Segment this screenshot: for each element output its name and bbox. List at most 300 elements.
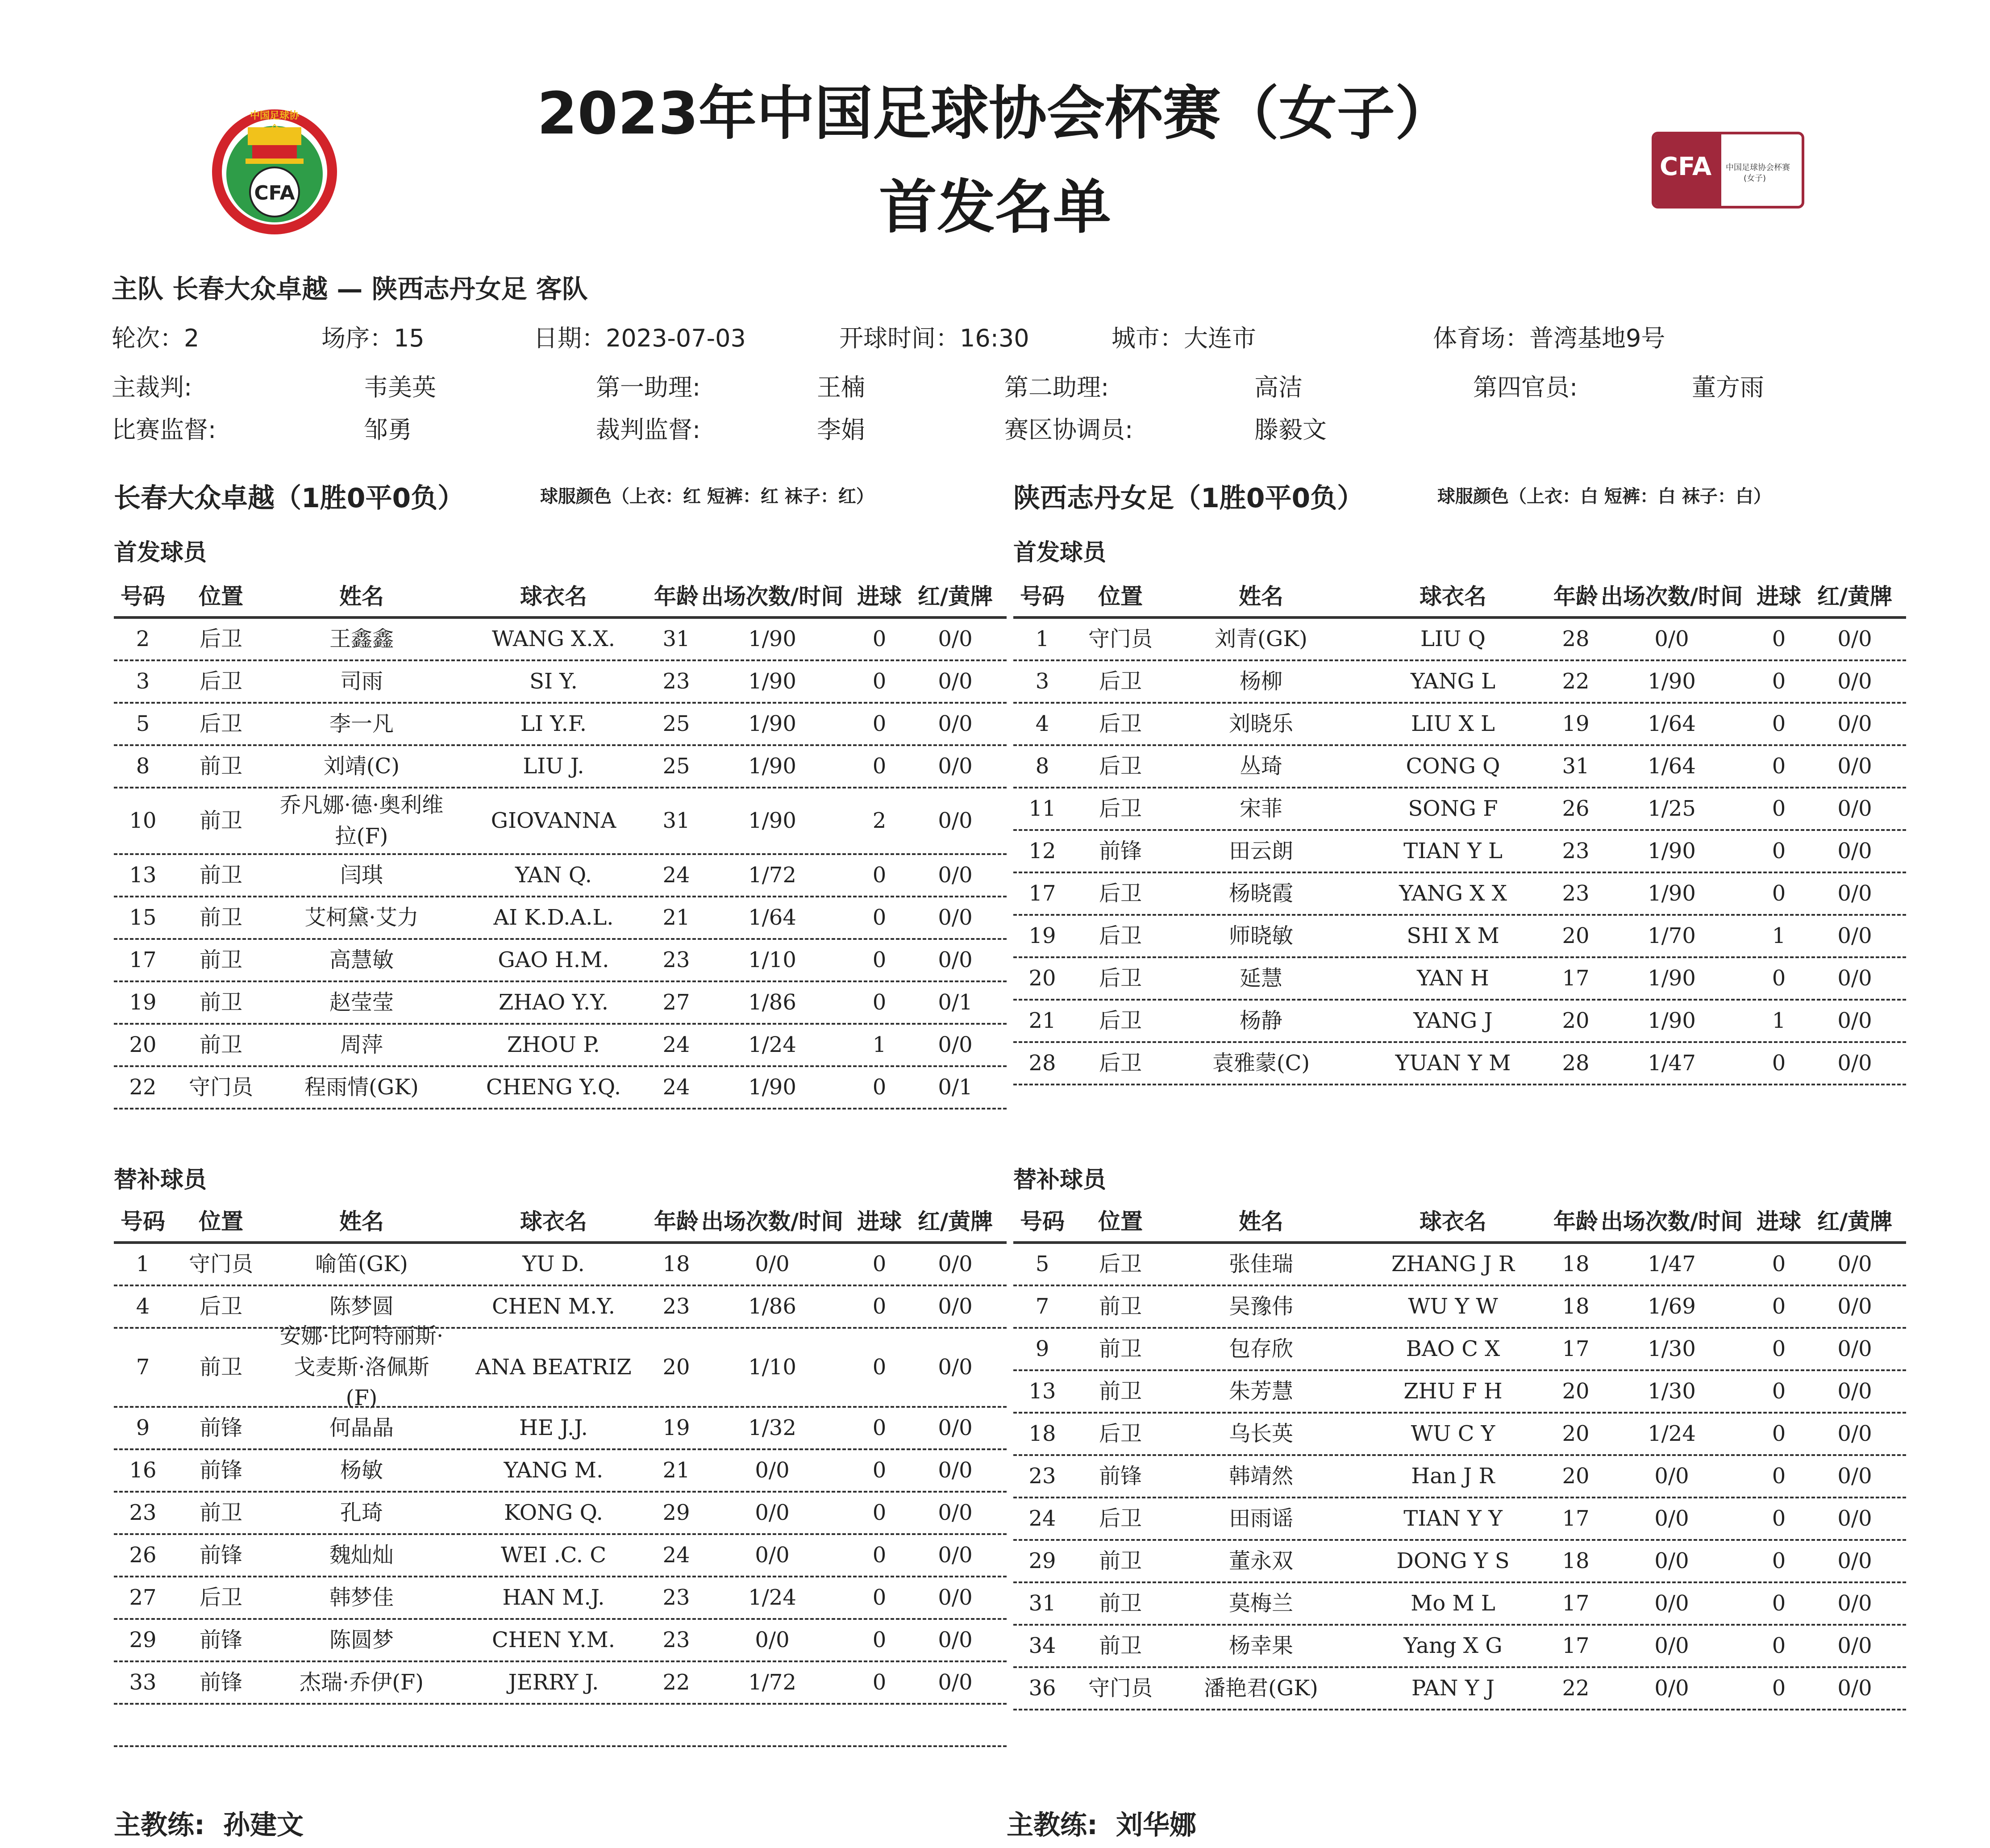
table-cell: 1/47: [1648, 1050, 1696, 1076]
official-name: 王楠: [817, 373, 865, 401]
table-cell: YANG M.: [504, 1457, 604, 1483]
table-cell: 23: [662, 1585, 690, 1610]
table-row: [1013, 1456, 1906, 1498]
table-cell: 22: [129, 1074, 157, 1100]
table-cell: 后卫: [1099, 1008, 1142, 1033]
table-row: [114, 1493, 1007, 1535]
table-cell: 0: [1772, 711, 1786, 736]
table-cell: 前锋: [1099, 1463, 1142, 1489]
table-row: [114, 897, 1007, 940]
cup-badge-logo: [1652, 132, 1804, 209]
table-cell: 0/0: [938, 1354, 973, 1380]
table-cell: 吴豫伟: [1228, 1293, 1293, 1319]
table-cell: 5: [1035, 1251, 1049, 1276]
official-role: 第一助理:: [596, 373, 701, 401]
table-cell: 杨敏: [340, 1457, 383, 1483]
table-cell: 前卫: [199, 947, 242, 972]
table-cell: 0/0: [938, 711, 973, 736]
match-teams-line: 主队 长春大众卓越 — 陕西志丹女足 客队: [112, 274, 588, 304]
table-cell: 17: [129, 947, 157, 972]
table-cell: 1/70: [1648, 923, 1696, 948]
stadium-info: 体育场：普湾基地9号: [1433, 324, 1665, 352]
table-cell: 朱芳慧: [1228, 1378, 1293, 1404]
table-cell: 师晓敏: [1228, 923, 1293, 948]
column-header: 出场次数/时间: [1600, 583, 1743, 609]
home-coach-name: 孙建文: [223, 1810, 304, 1841]
table-cell: 0: [872, 753, 887, 779]
table-cell: 前卫: [1099, 1548, 1142, 1573]
column-header: 球衣名: [1420, 583, 1486, 609]
column-header: 号码: [1020, 583, 1065, 609]
table-cell: 0/0: [938, 1293, 973, 1319]
table-cell: 0/0: [755, 1251, 790, 1276]
table-cell: 0/0: [938, 1500, 973, 1525]
table-cell: 后卫: [1099, 668, 1142, 694]
cfa-logo-ring-text: 中国足球协会: [250, 110, 299, 135]
table-cell: 0: [872, 1627, 887, 1652]
table-cell: 乔凡娜·德·奥利维拉(F): [279, 792, 444, 849]
table-cell: 24: [662, 1032, 690, 1057]
table-cell: 0/0: [1837, 1548, 1872, 1573]
table-cell: 16: [129, 1457, 157, 1483]
table-cell: 1/90: [748, 808, 796, 833]
table-cell: 前卫: [1099, 1590, 1142, 1616]
table-cell: 0: [872, 1293, 887, 1319]
table-cell: ZHOU P.: [507, 1032, 600, 1057]
table-cell: 魏灿灿: [329, 1542, 394, 1568]
table-header-row: [114, 1201, 1007, 1244]
table-row: [1013, 1371, 1906, 1414]
table-cell: YAN Q.: [515, 862, 592, 888]
table-cell: 18: [1562, 1548, 1590, 1573]
column-header: 姓名: [339, 583, 384, 609]
home-subs-table: [114, 1201, 1007, 1747]
table-cell: 周萍: [340, 1032, 383, 1057]
table-cell: 0/0: [1654, 1675, 1689, 1701]
official-role: 第二助理:: [1004, 373, 1109, 401]
table-cell: 1/32: [748, 1415, 796, 1440]
table-cell: 9: [136, 1415, 150, 1440]
table-cell: 4: [1035, 711, 1049, 736]
table-cell: 杰瑞·乔伊(F): [299, 1669, 424, 1695]
table-cell: 20: [1028, 965, 1056, 991]
table-cell: 0/0: [938, 1627, 973, 1652]
table-cell: 0: [1772, 1050, 1786, 1076]
table-cell: 19: [129, 989, 157, 1015]
table-row: [1013, 661, 1906, 704]
table-cell: 29: [662, 1500, 690, 1525]
table-cell: 18: [1028, 1421, 1056, 1446]
city-info: 城市：大连市: [1112, 324, 1256, 352]
empty-table-row: [114, 1705, 1007, 1747]
table-cell: 1/90: [748, 711, 796, 736]
table-cell: 1/90: [748, 753, 796, 779]
table-cell: Mo M L: [1411, 1590, 1495, 1616]
table-cell: 喻笛(GK): [315, 1251, 408, 1276]
table-cell: 1: [872, 1032, 887, 1057]
table-cell: 0: [872, 1585, 887, 1610]
table-cell: 0: [1772, 626, 1786, 651]
column-header: 球衣名: [520, 583, 587, 609]
table-cell: 0/0: [938, 905, 973, 930]
table-cell: 26: [129, 1542, 157, 1568]
table-cell: 21: [1028, 1008, 1056, 1033]
table-cell: 后卫: [1099, 1506, 1142, 1531]
table-cell: 李一凡: [329, 711, 394, 736]
table-row: [1013, 1043, 1906, 1085]
table-cell: 0/0: [1837, 1293, 1872, 1319]
table-cell: 1/90: [748, 668, 796, 694]
table-cell: 28: [1562, 1050, 1590, 1076]
table-cell: 陈圆梦: [329, 1627, 394, 1652]
table-row: [114, 1286, 1007, 1329]
table-cell: 高慧敏: [329, 947, 394, 972]
table-cell: 艾柯黛·艾力: [304, 905, 419, 930]
table-cell: 前锋: [199, 1669, 242, 1695]
table-cell: 莫梅兰: [1228, 1590, 1293, 1616]
match-no-info: 场序：15: [321, 324, 425, 352]
table-cell: 1/24: [1648, 1421, 1696, 1446]
table-cell: 24: [662, 1074, 690, 1100]
table-row: [114, 1450, 1007, 1493]
table-cell: 闫琪: [340, 862, 383, 888]
table-cell: 后卫: [1099, 880, 1142, 906]
table-cell: 20: [1562, 1463, 1590, 1489]
table-cell: 25: [662, 711, 690, 736]
table-row: [114, 1025, 1007, 1067]
table-cell: 23: [662, 668, 690, 694]
table-row: [1013, 916, 1906, 958]
table-cell: 安娜·比阿特丽斯·戈麦斯·洛佩斯(F): [279, 1323, 444, 1411]
table-cell: 前卫: [1099, 1633, 1142, 1658]
table-cell: 21: [662, 905, 690, 930]
table-cell: 12: [1028, 838, 1056, 864]
table-row: [114, 1408, 1007, 1450]
table-cell: 34: [1028, 1633, 1056, 1658]
table-cell: 前锋: [199, 1415, 242, 1440]
table-cell: 后卫: [1099, 796, 1142, 821]
column-header: 红/黄牌: [1817, 583, 1893, 609]
column-header: 红/黄牌: [917, 583, 993, 609]
table-cell: 7: [1035, 1293, 1049, 1319]
table-cell: 22: [1562, 668, 1590, 694]
table-cell: 2: [136, 626, 150, 651]
table-cell: 延慧: [1239, 965, 1282, 991]
table-cell: 0: [1772, 1378, 1786, 1404]
table-cell: 18: [662, 1251, 690, 1276]
table-cell: 0: [872, 1354, 887, 1380]
table-cell: 0/0: [1837, 1675, 1872, 1701]
table-row: [1013, 1583, 1906, 1626]
table-cell: 1/90: [748, 626, 796, 651]
table-cell: 19: [1562, 711, 1590, 736]
table-cell: 后卫: [1099, 711, 1142, 736]
table-cell: 0/0: [1837, 880, 1872, 906]
table-row: [1013, 788, 1906, 831]
table-cell: 前锋: [199, 1457, 242, 1483]
table-cell: JERRY J.: [508, 1669, 599, 1695]
column-header: 红/黄牌: [1817, 1208, 1893, 1235]
official-role: 主裁判:: [112, 373, 192, 401]
table-row: [114, 1620, 1007, 1662]
table-cell: 2: [872, 808, 887, 833]
table-cell: 0/0: [938, 753, 973, 779]
table-cell: ANA BEATRIZ: [475, 1354, 632, 1380]
table-row: [1013, 1414, 1906, 1456]
table-cell: 程雨情(GK): [304, 1074, 419, 1100]
table-cell: YANG J: [1413, 1008, 1493, 1033]
table-cell: 0: [872, 989, 887, 1015]
table-row: [114, 940, 1007, 982]
table-cell: 0/0: [938, 1585, 973, 1610]
table-cell: 0/0: [755, 1500, 790, 1525]
table-cell: 17: [1562, 1590, 1590, 1616]
table-cell: TIAN Y L: [1403, 838, 1503, 864]
table-cell: 24: [662, 1542, 690, 1568]
table-cell: 19: [1028, 923, 1056, 948]
table-cell: 潘艳君(GK): [1204, 1675, 1318, 1701]
table-cell: 后卫: [1099, 753, 1142, 779]
table-header-row: [1013, 576, 1906, 619]
table-row: [114, 982, 1007, 1025]
table-cell: 后卫: [1099, 965, 1142, 991]
table-cell: 36: [1028, 1675, 1056, 1701]
table-cell: 前锋: [199, 1627, 242, 1652]
table-cell: 0: [872, 626, 887, 651]
table-cell: 0/0: [938, 1415, 973, 1440]
table-cell: 20: [1562, 1378, 1590, 1404]
table-cell: 24: [1028, 1506, 1056, 1531]
column-header: 年龄: [1553, 583, 1598, 609]
table-cell: ZHAO Y.Y.: [499, 989, 608, 1015]
table-cell: 1/69: [1648, 1293, 1696, 1319]
column-header: 出场次数/时间: [701, 583, 844, 609]
table-cell: 前锋: [1099, 838, 1142, 864]
table-row: [1013, 1001, 1906, 1043]
table-cell: 1/72: [748, 1669, 796, 1695]
table-cell: 后卫: [1099, 1251, 1142, 1276]
table-cell: 20: [1562, 1008, 1590, 1033]
table-cell: 4: [136, 1293, 150, 1319]
table-cell: 17: [1562, 1633, 1590, 1658]
table-cell: KONG Q.: [504, 1500, 603, 1525]
official-role: 赛区协调员:: [1004, 416, 1133, 444]
column-header: 位置: [1098, 583, 1143, 609]
date-info: 日期：2023-07-03: [533, 324, 746, 352]
table-cell: 杨幸果: [1228, 1633, 1293, 1658]
table-cell: 1/90: [1648, 880, 1696, 906]
official-role: 第四官员:: [1473, 373, 1578, 401]
table-cell: 赵莹莹: [329, 989, 394, 1015]
table-cell: 孔琦: [340, 1500, 383, 1525]
column-header: 进球: [1757, 583, 1801, 609]
table-cell: 张佳瑞: [1228, 1251, 1293, 1276]
table-cell: 22: [662, 1669, 690, 1695]
table-cell: 23: [662, 1627, 690, 1652]
table-cell: 23: [129, 1500, 157, 1525]
table-cell: 0: [1772, 880, 1786, 906]
table-cell: 1/10: [748, 947, 796, 972]
table-cell: WU Y W: [1408, 1293, 1498, 1319]
table-cell: 3: [1035, 668, 1049, 694]
away-starters-table: [1013, 576, 1906, 1085]
table-row: [114, 1535, 1007, 1577]
table-row: [114, 661, 1007, 704]
cup-badge-line1: 中国足球协会杯赛: [1726, 163, 1790, 172]
table-cell: 11: [1028, 796, 1056, 821]
table-cell: 前锋: [199, 1542, 242, 1568]
table-cell: YANG L: [1410, 668, 1496, 694]
table-cell: 1/90: [1648, 838, 1696, 864]
away-coach-name: 刘华娜: [1116, 1810, 1196, 1841]
table-cell: YUAN Y M: [1395, 1050, 1511, 1076]
official-role: 比赛监督:: [112, 416, 216, 444]
table-cell: ZHU F H: [1403, 1378, 1503, 1404]
table-cell: 1/86: [748, 989, 796, 1015]
official-role: 裁判监督:: [596, 416, 701, 444]
table-cell: 司雨: [340, 668, 383, 694]
table-cell: 前卫: [1099, 1293, 1142, 1319]
table-cell: 22: [1562, 1675, 1590, 1701]
table-cell: 刘晓乐: [1228, 711, 1293, 736]
table-cell: AI K.D.A.L.: [493, 905, 614, 930]
table-row: [1013, 958, 1906, 1001]
table-cell: 1/24: [748, 1585, 796, 1610]
table-cell: 董永双: [1228, 1548, 1293, 1573]
table-cell: SONG F: [1408, 796, 1498, 821]
table-row: [114, 704, 1007, 746]
table-row: [1013, 1626, 1906, 1668]
home-subs-label: 替补球员: [114, 1167, 207, 1193]
table-cell: Han J R: [1411, 1463, 1495, 1489]
table-cell: 0/0: [938, 1032, 973, 1057]
table-cell: 17: [1562, 1336, 1590, 1361]
table-cell: 前卫: [199, 862, 242, 888]
table-cell: 23: [1028, 1463, 1056, 1489]
table-row: [114, 1244, 1007, 1286]
table-cell: 前卫: [199, 1032, 242, 1057]
table-cell: 韩梦佳: [329, 1585, 394, 1610]
table-cell: 31: [1562, 753, 1590, 779]
table-cell: 田云朗: [1228, 838, 1293, 864]
table-cell: 5: [136, 711, 150, 736]
table-cell: 0: [1772, 796, 1786, 821]
table-cell: 1/90: [1648, 965, 1696, 991]
column-header: 年龄: [654, 583, 699, 609]
column-header: 位置: [199, 1208, 243, 1235]
table-cell: 前卫: [199, 808, 242, 833]
away-starters-label: 首发球员: [1013, 539, 1107, 566]
table-row: [1013, 619, 1906, 661]
table-row: [114, 1323, 1007, 1411]
table-cell: 后卫: [199, 1585, 242, 1610]
table-cell: 0: [1772, 1633, 1786, 1658]
table-cell: 33: [129, 1669, 157, 1695]
column-header: 姓名: [1239, 1208, 1283, 1235]
home-team-name: 长春大众卓越（1胜0平0负）: [114, 483, 465, 514]
table-cell: CHEN Y.M.: [491, 1627, 616, 1652]
cup-badge-line2: (女子): [1744, 174, 1766, 183]
column-header: 出场次数/时间: [1600, 1208, 1743, 1235]
table-row: [114, 1662, 1007, 1705]
table-cell: 1/90: [748, 1074, 796, 1100]
table-cell: 17: [1562, 1506, 1590, 1531]
table-row: [114, 788, 1007, 855]
table-cell: 1: [1035, 626, 1049, 651]
table-cell: 0/0: [938, 1669, 973, 1695]
table-cell: 0: [872, 905, 887, 930]
table-cell: 1/90: [1648, 1008, 1696, 1033]
table-cell: 0/0: [755, 1627, 790, 1652]
official-name: 滕毅文: [1254, 416, 1327, 444]
table-cell: 0/0: [1837, 1336, 1872, 1361]
table-cell: 27: [662, 989, 690, 1015]
table-cell: 0/0: [938, 862, 973, 888]
table-cell: 20: [662, 1354, 690, 1380]
official-name: 高洁: [1254, 373, 1303, 401]
table-cell: 0: [1772, 1251, 1786, 1276]
table-cell: 陈梦圆: [329, 1293, 394, 1319]
table-cell: 29: [129, 1627, 157, 1652]
table-row: [1013, 1329, 1906, 1371]
table-cell: 守门员: [1088, 1675, 1153, 1701]
table-cell: 0/1: [938, 1074, 973, 1100]
column-header: 进球: [857, 1208, 902, 1235]
table-cell: 23: [1562, 838, 1590, 864]
table-cell: 0/0: [938, 668, 973, 694]
table-cell: 前卫: [1099, 1378, 1142, 1404]
official-name: 董方雨: [1692, 373, 1764, 401]
table-cell: 0: [1772, 1548, 1786, 1573]
table-row: [1013, 1498, 1906, 1541]
table-cell: 0: [1772, 1675, 1786, 1701]
table-cell: 杨静: [1239, 1008, 1282, 1033]
column-header: 姓名: [339, 1208, 384, 1235]
table-cell: YU D.: [522, 1251, 585, 1276]
table-cell: 0: [1772, 1336, 1786, 1361]
table-cell: 0/0: [1837, 1251, 1872, 1276]
table-cell: 后卫: [1099, 1421, 1142, 1446]
table-row: [1013, 831, 1906, 873]
table-cell: 31: [662, 808, 690, 833]
table-cell: 王鑫鑫: [329, 626, 394, 651]
table-cell: 0/0: [1837, 923, 1872, 948]
table-cell: 0/0: [938, 947, 973, 972]
column-header: 姓名: [1239, 583, 1283, 609]
column-header: 球衣名: [520, 1208, 587, 1235]
table-cell: 0: [872, 1457, 887, 1483]
table-cell: 29: [1028, 1548, 1056, 1573]
column-header: 位置: [199, 583, 243, 609]
table-cell: 0/0: [1837, 1050, 1872, 1076]
table-cell: 0/0: [938, 626, 973, 651]
table-cell: PAN Y J: [1411, 1675, 1495, 1701]
table-cell: 20: [129, 1032, 157, 1057]
table-cell: 28: [1562, 626, 1590, 651]
table-cell: 27: [129, 1585, 157, 1610]
table-cell: 0/0: [1837, 1633, 1872, 1658]
table-cell: 1: [136, 1251, 150, 1276]
table-cell: 0: [1772, 1463, 1786, 1489]
table-row: [1013, 746, 1906, 788]
table-cell: 1/30: [1648, 1336, 1696, 1361]
table-cell: 1/10: [748, 1354, 796, 1380]
kickoff-info: 开球时间：16:30: [839, 324, 1029, 352]
table-cell: 丛琦: [1239, 753, 1282, 779]
page-title: 2023年中国足球协会杯赛（女子）: [537, 79, 1453, 147]
table-cell: 0/0: [1837, 838, 1872, 864]
table-cell: 0: [872, 862, 887, 888]
